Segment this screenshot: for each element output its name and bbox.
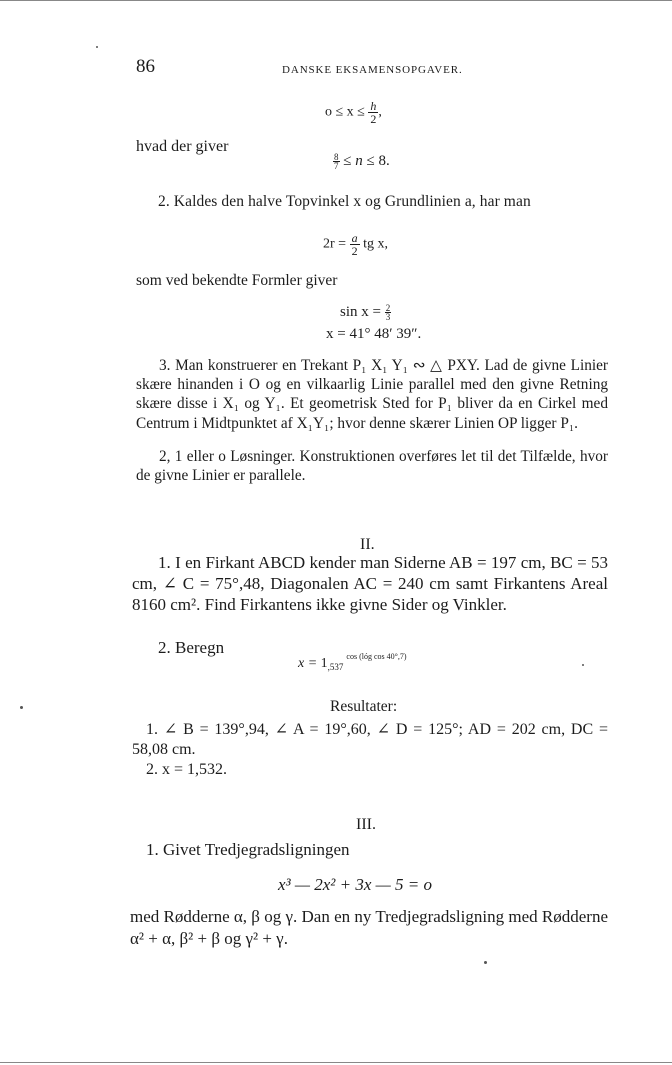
scan-bottom-edge — [0, 1062, 672, 1063]
text-hvad-der-giver: hvad der giver — [136, 138, 229, 155]
running-title: DANSKE EKSAMENSOPGAVER. — [282, 64, 463, 76]
section-II-item-2-label: 2. Beregn — [158, 638, 225, 657]
equation-x-degrees: x = 41° 48′ 39″. — [326, 326, 422, 342]
results-heading: Resultater: — [330, 698, 398, 715]
equation-sin-x: sin x = $\frac{2}{3}$ — [340, 303, 391, 323]
section-II-item-1: 1. I en Firkant ABCD kender man Siderne AB = 197 cm, BC = 53 cm, ∠ C = 75°,48, Diagonalen AC = 240 cm samt Firkantens Areal 8160 cm². Find Firkantens ikke givne Sider og Vinkler. — [132, 553, 608, 614]
scan-speck — [582, 664, 584, 666]
text-som-ved: som ved bekendte Formler giver — [136, 272, 338, 289]
section-III-roots-text: med Rødderne α, β og γ. Dan en ny Tredjegradsligning med Rødderne α² + α, β² + β og γ² + γ. — [130, 907, 608, 948]
page-number: 86 — [136, 56, 155, 77]
item-3-paragraph-2: 2, 1 eller o Løsninger. Konstruktionen overføres let til det Tilfælde, hvor de givne Linier er parallele. — [136, 448, 608, 485]
inequality-n: $\frac{8}{7}$ ≤ n ≤ 8. — [334, 152, 390, 172]
equation-2r: 2r = $\frac{a}{2}$ tg x, — [323, 231, 388, 258]
scan-speck — [96, 46, 98, 48]
scan-speck — [484, 961, 487, 964]
result-1: 1. ∠ B = 139°,94, ∠ A = 19°,60, ∠ D = 125°; AD = 202 cm, DC = 58,08 cm. — [132, 721, 608, 758]
item-3-paragraph: 3. Man konstruerer en Trekant P₁ X₁ Y₁ ∾ △ PXY. Lad de givne Linier skære hinanden i O og en vilkaarlig Linie parallel med den givne Retning skære disse i X₁ og Y₁. Et geometrisk Sted for P₁ bliver da en Cirkel med Centrum i Midtpunktet af X₁Y₁; hvor denne skærer Linien OP ligger P₁. — [136, 357, 608, 432]
power-formula: $x = 1_{,537}^{cos (lóg cos 40^\circ,7)}$ — [298, 652, 407, 672]
item-2-topvinkel: 2. Kaldes den halve Topvinkel x og Grundlinien a, har man — [158, 193, 531, 210]
cubic-equation: x³ — 2x² + 3x — 5 = o — [278, 875, 433, 894]
result-2: 2. x = 1,532. — [146, 761, 228, 778]
section-III-item-1-label: 1. Givet Tredjegradsligningen — [146, 840, 350, 859]
section-heading-II: II. — [360, 536, 375, 553]
scan-top-edge — [0, 0, 672, 1]
inequality-x: o ≤ x ≤ $\frac{h}{2}$ , — [325, 99, 382, 126]
scan-speck — [20, 706, 23, 709]
section-heading-III: III. — [356, 816, 376, 833]
